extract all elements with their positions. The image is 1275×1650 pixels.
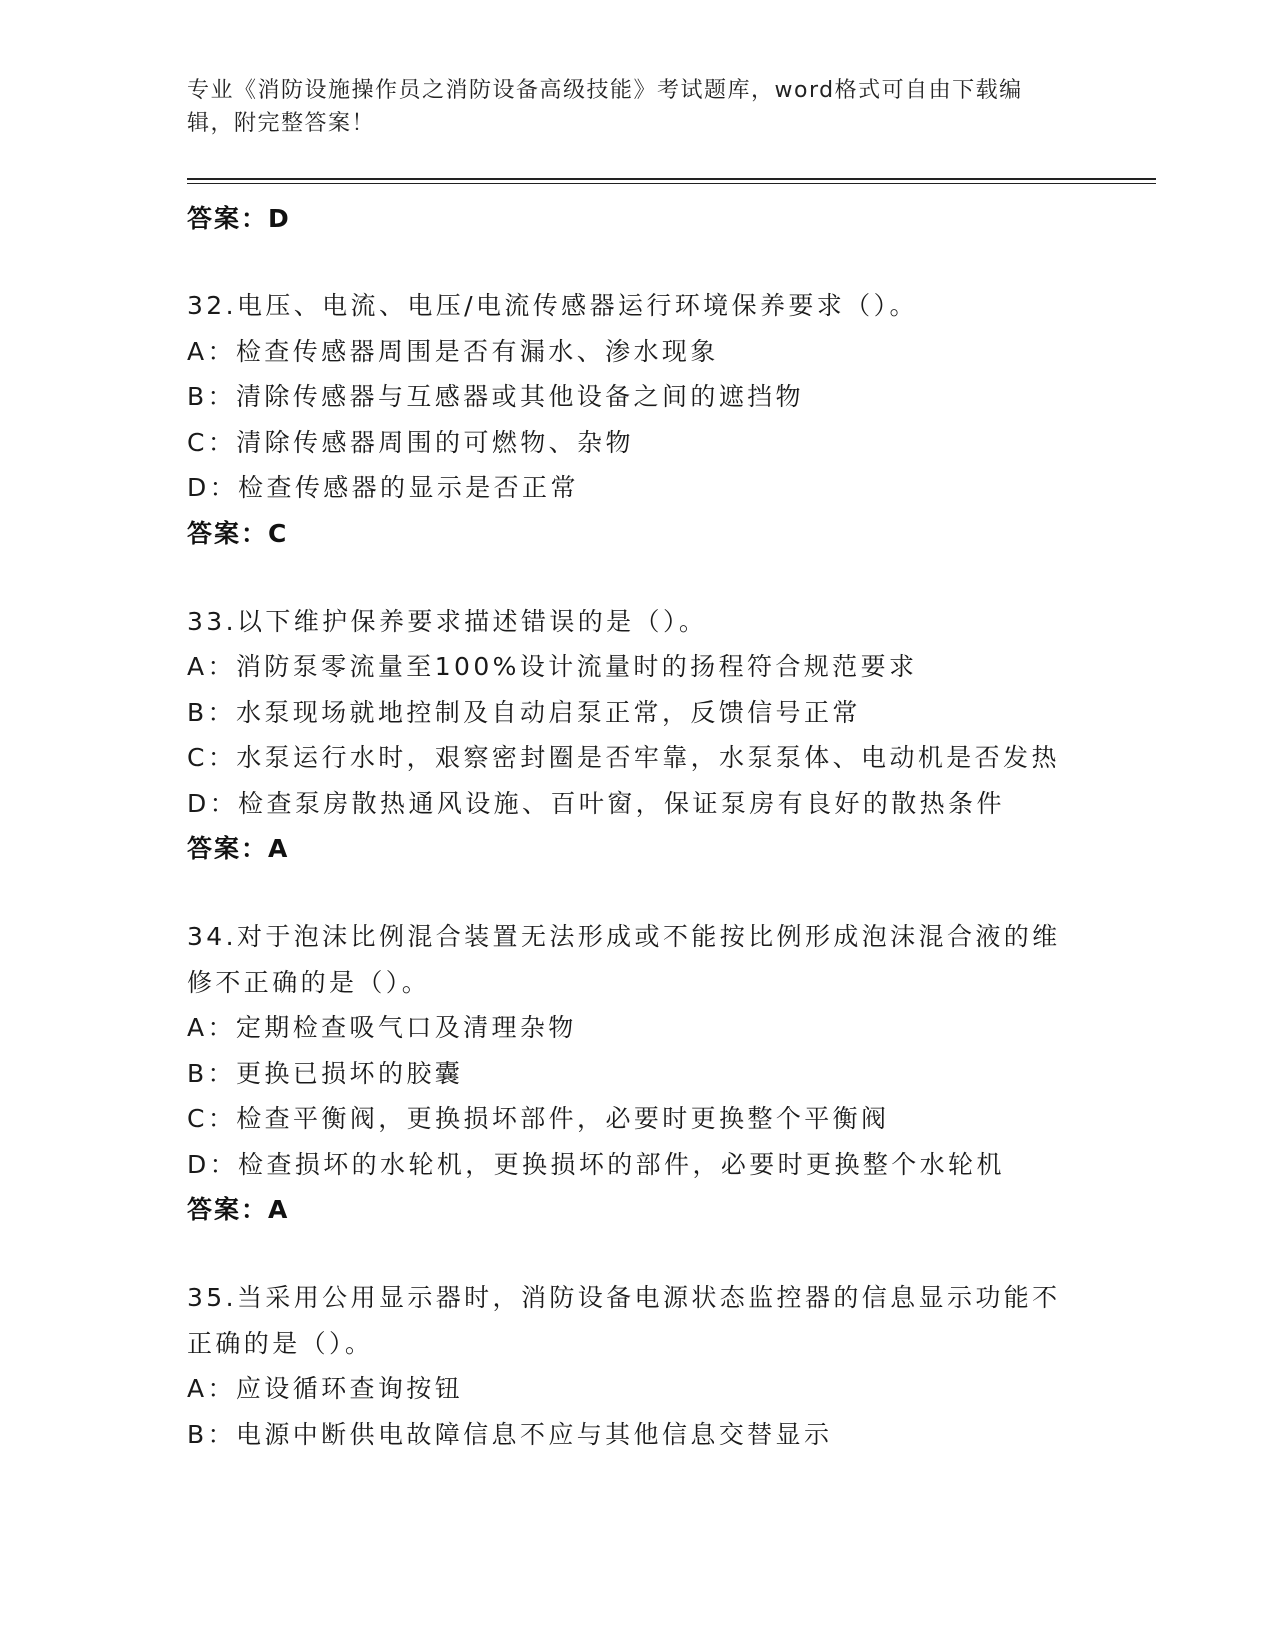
header-line-1: 专业《消防设施操作员之消防设备高级技能》考试题库，word格式可自由下载编	[187, 78, 1023, 103]
question-stem-continued: 正确的是（）。	[187, 1328, 374, 1358]
option-b: B：水泵现场就地控制及自动启泵正常，反馈信号正常	[187, 697, 861, 727]
answer-label: 答案：C	[187, 518, 289, 548]
question-stem: 33.以下维护保养要求描述错误的是（）。	[187, 606, 708, 636]
question-stem: 35.当采用公用显示器时，消防设备电源状态监控器的信息显示功能不	[187, 1283, 1061, 1312]
option-b: B：清除传感器与互感器或其他设备之间的遮挡物	[187, 382, 804, 411]
option-c: C：检查平衡阀，更换损坏部件，必要时更换整个平衡阀	[187, 1104, 890, 1133]
option-d: D：检查传感器的显示是否正常	[187, 473, 579, 502]
answer-label: 答案：A	[187, 834, 290, 863]
document-header	[187, 74, 1067, 140]
option-c: C：清除传感器周围的可燃物、杂物	[187, 427, 634, 457]
question-34	[187, 914, 1087, 1233]
header-divider-thick	[187, 178, 1156, 180]
option-a: A：消防泵零流量至100%设计流量时的扬程符合规范要求	[187, 652, 918, 681]
option-b: B：电源中断供电故障信息不应与其他信息交替显示	[187, 1419, 833, 1449]
option-a: A：检查传感器周围是否有漏水、渗水现象	[187, 336, 719, 366]
answer-label: 答案：A	[187, 1195, 290, 1224]
question-list	[187, 190, 1087, 1457]
option-a: A：应设循环查询按钮	[187, 1374, 464, 1403]
previous-answer: 答案：D	[187, 204, 291, 233]
question-stem: 34.对于泡沫比例混合装置无法形成或不能按比例形成泡沫混合液的维	[187, 922, 1061, 951]
question-33	[187, 599, 1087, 873]
option-a: A：定期检查吸气口及清理杂物	[187, 1013, 577, 1042]
question-32	[187, 283, 1087, 557]
option-d: D：检查泵房散热通风设施、百叶窗，保证泵房有良好的散热条件	[187, 788, 1005, 818]
question-stem-continued: 修不正确的是（）。	[187, 967, 431, 997]
question-35	[187, 1275, 1087, 1457]
option-b: B：更换已损坏的胶囊	[187, 1058, 464, 1088]
option-c: C：水泵运行水时，艰察密封圈是否牢靠，水泵泵体、电动机是否发热	[187, 743, 1060, 772]
question-stem: 32.电压、电流、电压/电流传感器运行环境保养要求（）。	[187, 291, 918, 320]
option-d: D：检查损坏的水轮机，更换损坏的部件，必要时更换整个水轮机	[187, 1149, 1005, 1179]
header-divider-thin	[187, 183, 1156, 184]
header-line-2: 辑，附完整答案！	[187, 111, 376, 136]
